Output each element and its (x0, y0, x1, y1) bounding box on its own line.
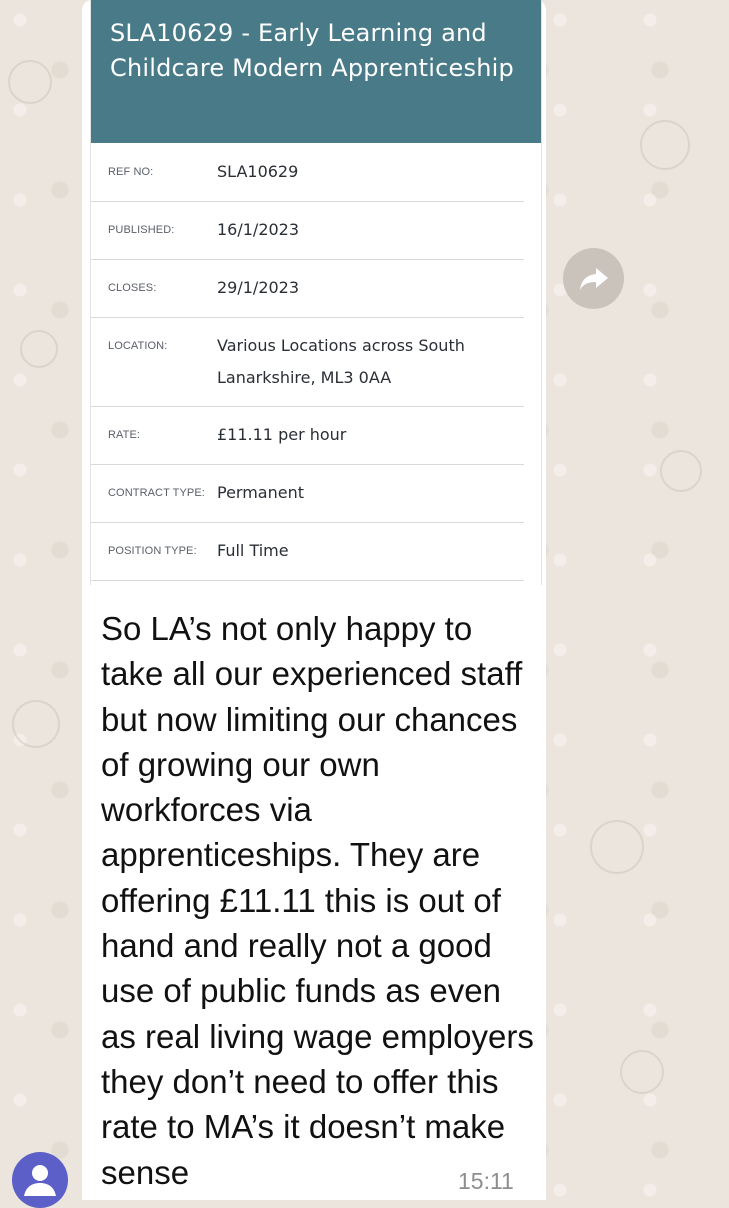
detail-row-closes (91, 260, 524, 318)
detail-value: SLA10629 (217, 162, 299, 181)
detail-row-ref (91, 143, 524, 202)
shared-job-posting-image[interactable] (90, 0, 542, 585)
detail-label: POSITION TYPE: (108, 545, 197, 557)
forward-button[interactable] (563, 248, 624, 309)
detail-value: 16/1/2023 (217, 220, 300, 239)
wallpaper-doodle (8, 60, 52, 104)
message-timestamp: 15:11 (458, 1168, 514, 1194)
wallpaper-doodle (660, 450, 702, 492)
detail-row-location (91, 318, 524, 407)
wallpaper-doodle (640, 120, 690, 170)
detail-label: PUBLISHED: (108, 224, 175, 236)
wallpaper-doodle (20, 330, 58, 368)
detail-row-rate (91, 407, 524, 465)
detail-label: CONTRACT TYPE: (108, 487, 205, 499)
message-text: So LA’s not only happy to take all our experienced staff but now limiting our chances of growing our own workforces via apprenticeships. They are offering £11.11 this is out of hand and really not a good use of public funds as even as real living wage employers they don’t need to offer this rate to MA’s it doesn’t make sense (101, 610, 534, 1191)
wallpaper-doodle (590, 820, 644, 874)
detail-label: RATE: (108, 429, 141, 441)
detail-row-contract-type (91, 465, 524, 523)
detail-label: REF NO: (108, 166, 154, 178)
detail-row-position-type (91, 523, 524, 581)
posting-title: SLA10629 - Early Learning and Childcare Modern Apprenticeship (110, 19, 514, 82)
forward-arrow-icon (579, 266, 609, 292)
detail-label: LOCATION: (108, 340, 168, 352)
posting-header (91, 0, 541, 143)
detail-value: Various Locations across South Lanarkshire, ML3 0AA (217, 336, 465, 387)
detail-value: 29/1/2023 (217, 278, 300, 297)
detail-value: Permanent (217, 483, 305, 502)
wallpaper-doodle (12, 700, 60, 748)
detail-label: CLOSES: (108, 282, 157, 294)
detail-row-published (91, 202, 524, 260)
wallpaper-doodle (620, 1050, 664, 1094)
detail-value: Full Time (217, 541, 289, 560)
detail-value: £11.11 per hour (217, 425, 347, 444)
